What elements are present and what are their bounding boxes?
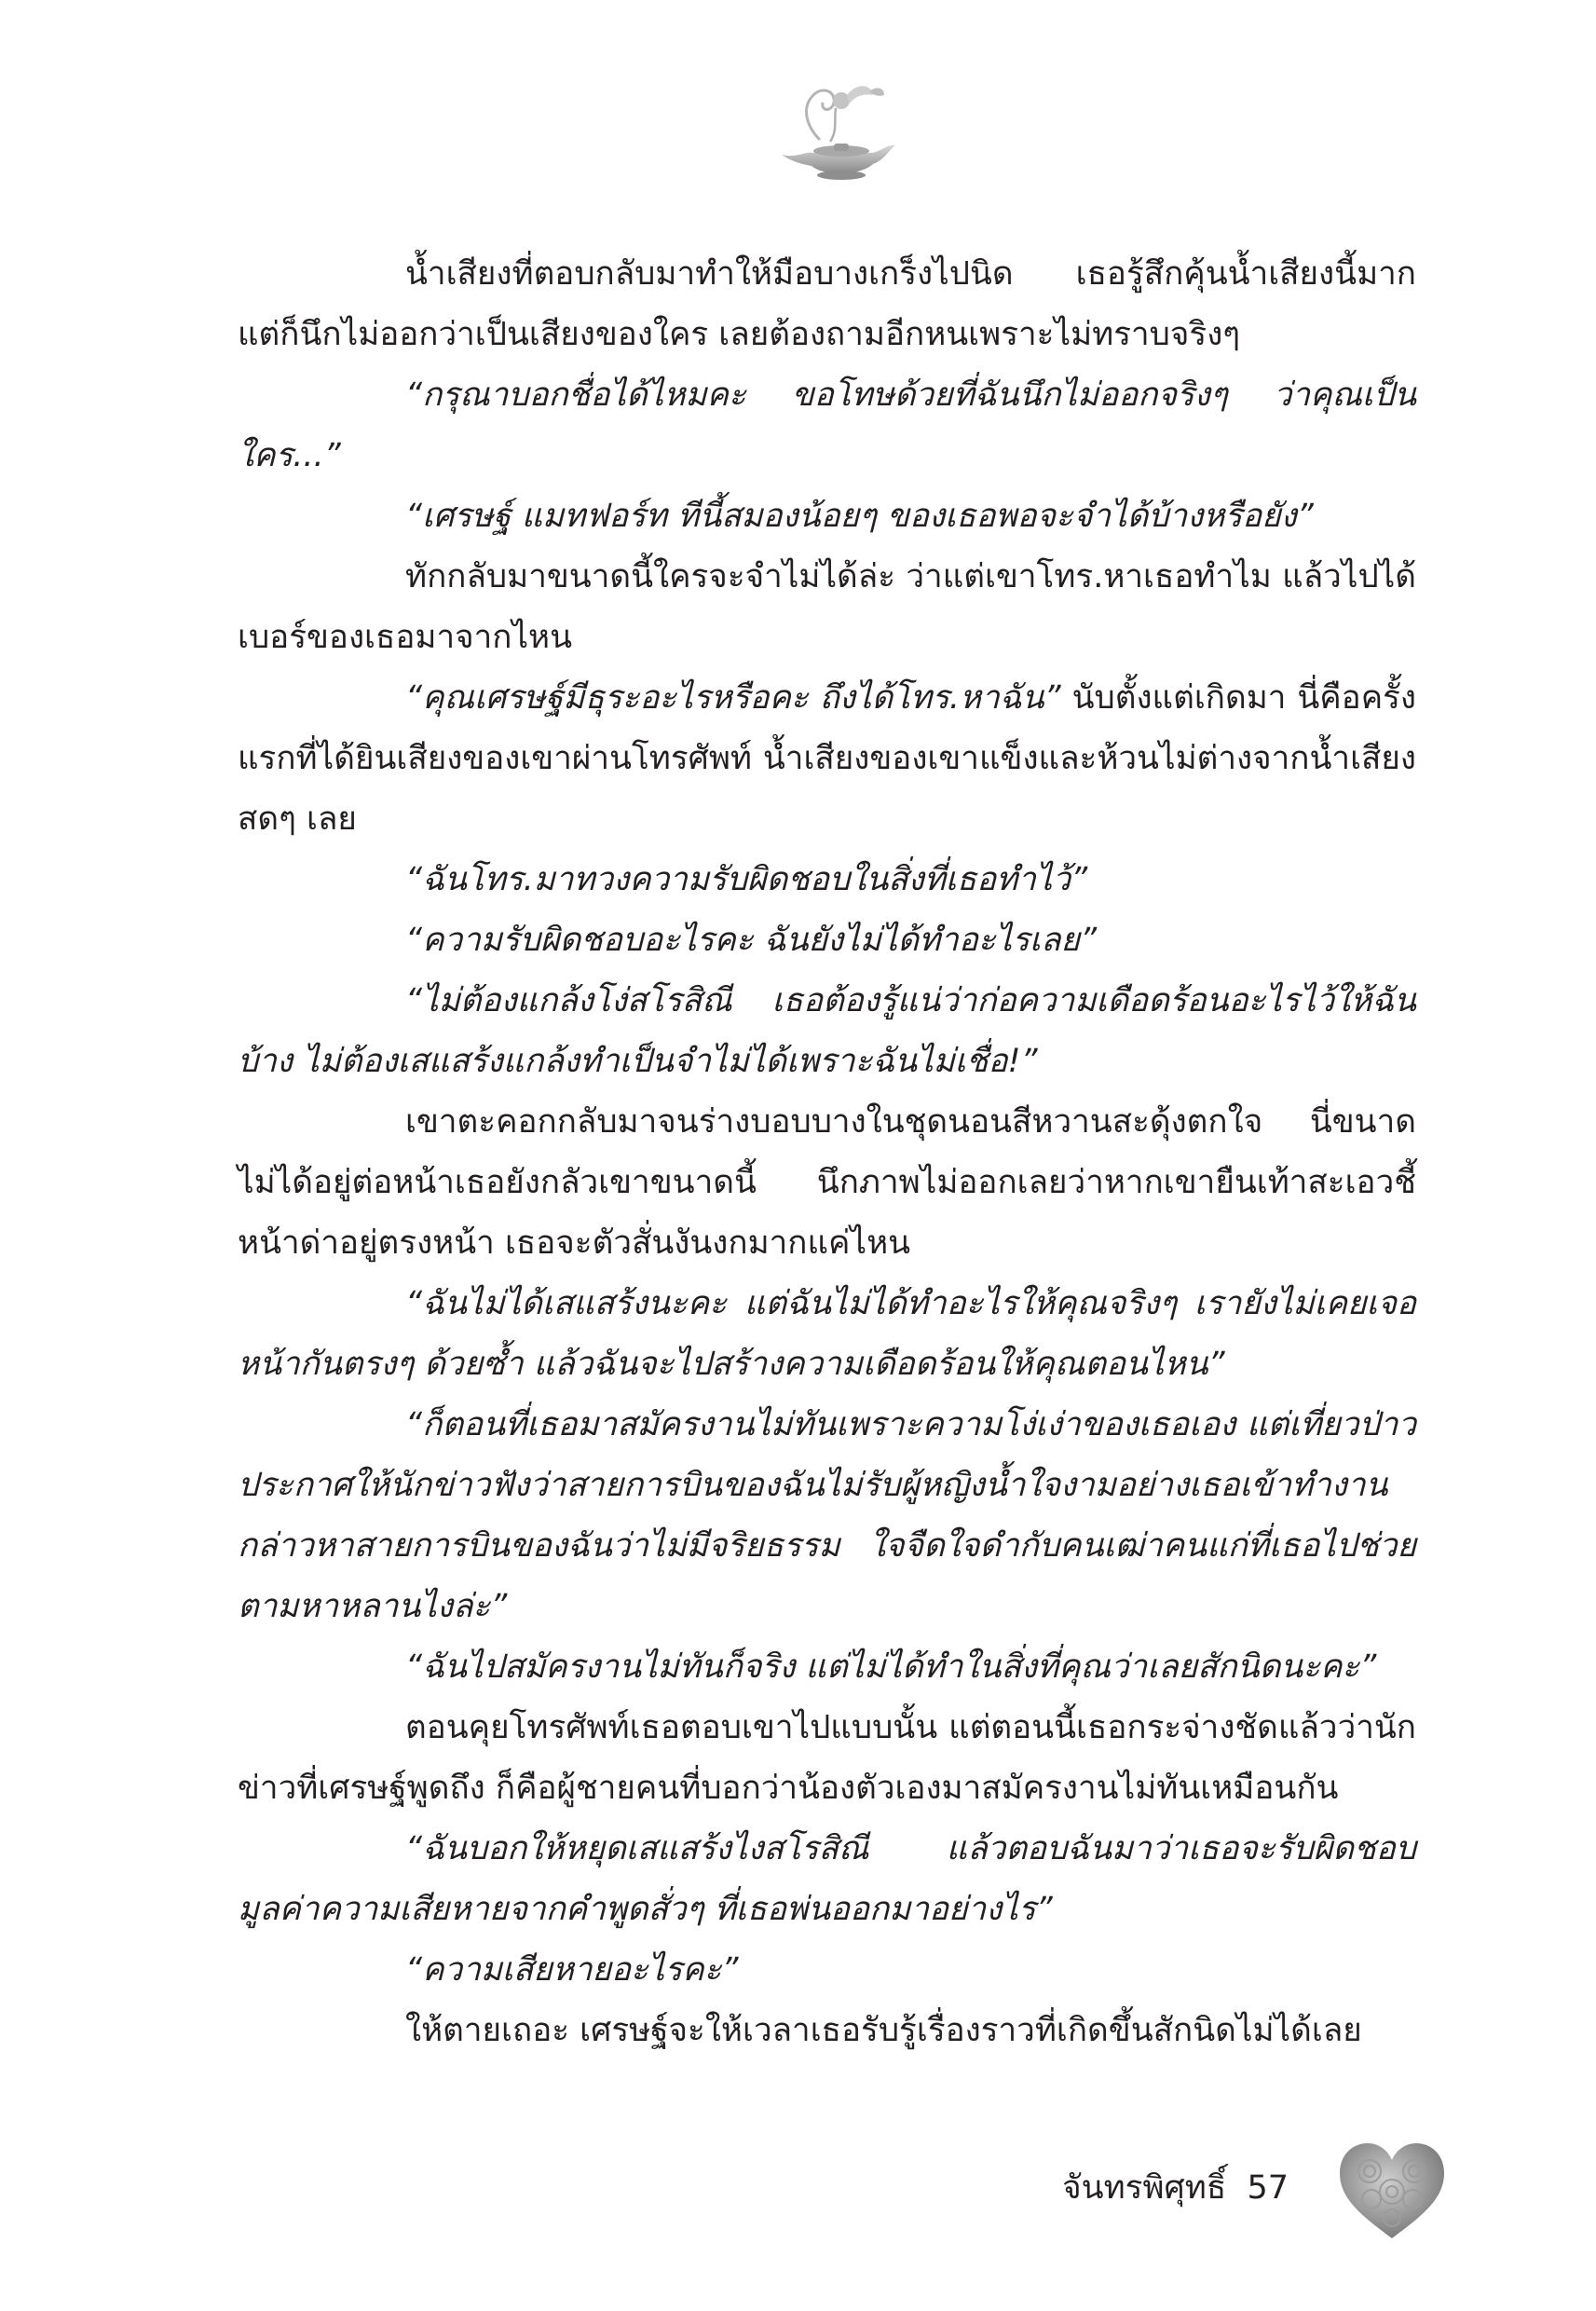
page-number: 57: [1247, 2169, 1289, 2207]
paragraph-5: [238, 668, 1416, 850]
paragraph-12-dialogue: “ฉันไปสมัครงานไม่ทันก็จริง แต่ไม่ได้ทำในสิ่งที่คุณว่าเลยสักนิดนะคะ”: [405, 1648, 1377, 1686]
paragraph-4: ทักกลับมาขนาดนี้ใครจะจำไม่ได้ล่ะ ว่าแต่เขาโทร.หาเธอทำไม แล้วไปได้เบอร์ของเธอมาจากไหน: [238, 558, 1416, 656]
paragraph-10-dialogue: “ฉันไม่ได้เสแสร้งนะคะ แต่ฉันไม่ได้ทำอะไรให้คุณจริงๆ เรายังไม่เคยเจอหน้ากันตรงๆ ด้วยซ้ำ แล้วฉันจะไปสร้างความเดือดร้อนให้คุณตอนไหน”: [238, 1285, 1416, 1383]
paragraph-5-narration: นับตั้งแต่เกิดมา นี่คือครั้งแรกที่ได้ยินเสียงของเขาผ่านโทรศัพท์ น้ำเสียงของเขาแข็งและห้วนไม่ต่างจากน้ำเสียงสดๆ เลย: [238, 679, 1416, 838]
paragraph-6-dialogue: “ฉันโทร.มาทวงความรับผิดชอบในสิ่งที่เธอทำไว้”: [405, 861, 1088, 898]
paragraph-9: เขาตะคอกกลับมาจนร่างบอบบางในชุดนอนสีหวานสะดุ้งตกใจ นี่ขนาดไม่ได้อยู่ต่อหน้าเธอยังกลัวเขาขนาดนี้ นึกภาพไม่ออกเลยว่าหากเขายืนเท้าสะเอวชี้หน้าด่าอยู่ตรงหน้า เธอจะตัวสั่นงันงกมากแค่ไหน: [238, 1103, 1416, 1262]
paragraph-8-dialogue: “ไม่ต้องแกล้งโง่สโรสิณี เธอต้องรู้แน่ว่าก่อความเดือดร้อนอะไรไว้ให้ฉันบ้าง ไม่ต้องเสแสร้งแกล้งทำเป็นจำไม่ได้เพราะฉันไม่เชื่อ!”: [238, 982, 1416, 1080]
paragraph-2-dialogue: “กรุณาบอกชื่อได้ไหมคะ ขอโทษด้วยที่ฉันนึกไม่ออกจริงๆ ว่าคุณเป็นใคร...”: [238, 376, 1416, 474]
running-footer: [1062, 2160, 1289, 2216]
book-title: จันทรพิศุทธิ์: [1062, 2169, 1227, 2207]
magic-lamp-with-fairy-icon: [769, 75, 899, 186]
page-body-text: [238, 244, 1416, 2061]
paragraph-5-dialogue: “คุณเศรษฐ์มีธุระอะไรหรือคะ ถึงได้โทร.หาฉัน”: [405, 679, 1061, 717]
paragraph-15-dialogue: “ความเสียหายอะไรคะ”: [405, 1951, 739, 1989]
paragraph-16: ให้ตายเถอะ เศรษฐ์จะให้เวลาเธอรับรู้เรื่องราวที่เกิดขึ้นสักนิดไม่ได้เลย: [405, 2012, 1362, 2049]
paragraph-11-dialogue: “ก็ตอนที่เธอมาสมัครงานไม่ทันเพราะความโง่เง่าของเธอเอง แต่เที่ยวป่าวประกาศให้นักข่าวฟังว่าสายการบินของฉันไม่รับผู้หญิงน้ำใจงามอย่างเธอเข้าทำงาน กล่าวหาสายการบินของฉันว่าไม่มีจริยธรรม ใจจืดใจดำกับคนเฒ่าคนแก่ที่เธอไปช่วยตามหาหลานไงล่ะ”: [238, 1406, 1416, 1625]
paragraph-13: ตอนคุยโทรศัพท์เธอตอบเขาไปแบบนั้น แต่ตอนนี้เธอกระจ่างชัดแล้วว่านักข่าวที่เศรษฐ์พูดถึง ก็คือผู้ชายคนที่บอกว่าน้องตัวเองมาสมัครงานไม่ทันเหมือนกัน: [238, 1709, 1416, 1807]
paragraph-7-dialogue: “ความรับผิดชอบอะไรคะ ฉันยังไม่ได้ทำอะไรเลย”: [405, 922, 1098, 959]
rose-heart-icon: [1334, 2134, 1451, 2250]
paragraph-1: น้ำเสียงที่ตอบกลับมาทำให้มือบางเกร็งไปนิด เธอรู้สึกคุ้นน้ำเสียงนี้มาก แต่ก็นึกไม่ออกว่าเป็นเสียงของใคร เลยต้องถามอีกหนเพราะไม่ทราบจริงๆ: [238, 255, 1416, 353]
paragraph-3-dialogue: “เศรษฐ์ แมทฟอร์ท ทีนี้สมองน้อยๆ ของเธอพอจะจำได้บ้างหรือยัง”: [405, 498, 1314, 535]
paragraph-14-dialogue: “ฉันบอกให้หยุดเสแสร้งไงสโรสิณี แล้วตอบฉันมาว่าเธอจะรับผิดชอบมูลค่าความเสียหายจากคำพูดสั่วๆ ที่เธอพ่นออกมาอย่างไร”: [238, 1830, 1416, 1928]
